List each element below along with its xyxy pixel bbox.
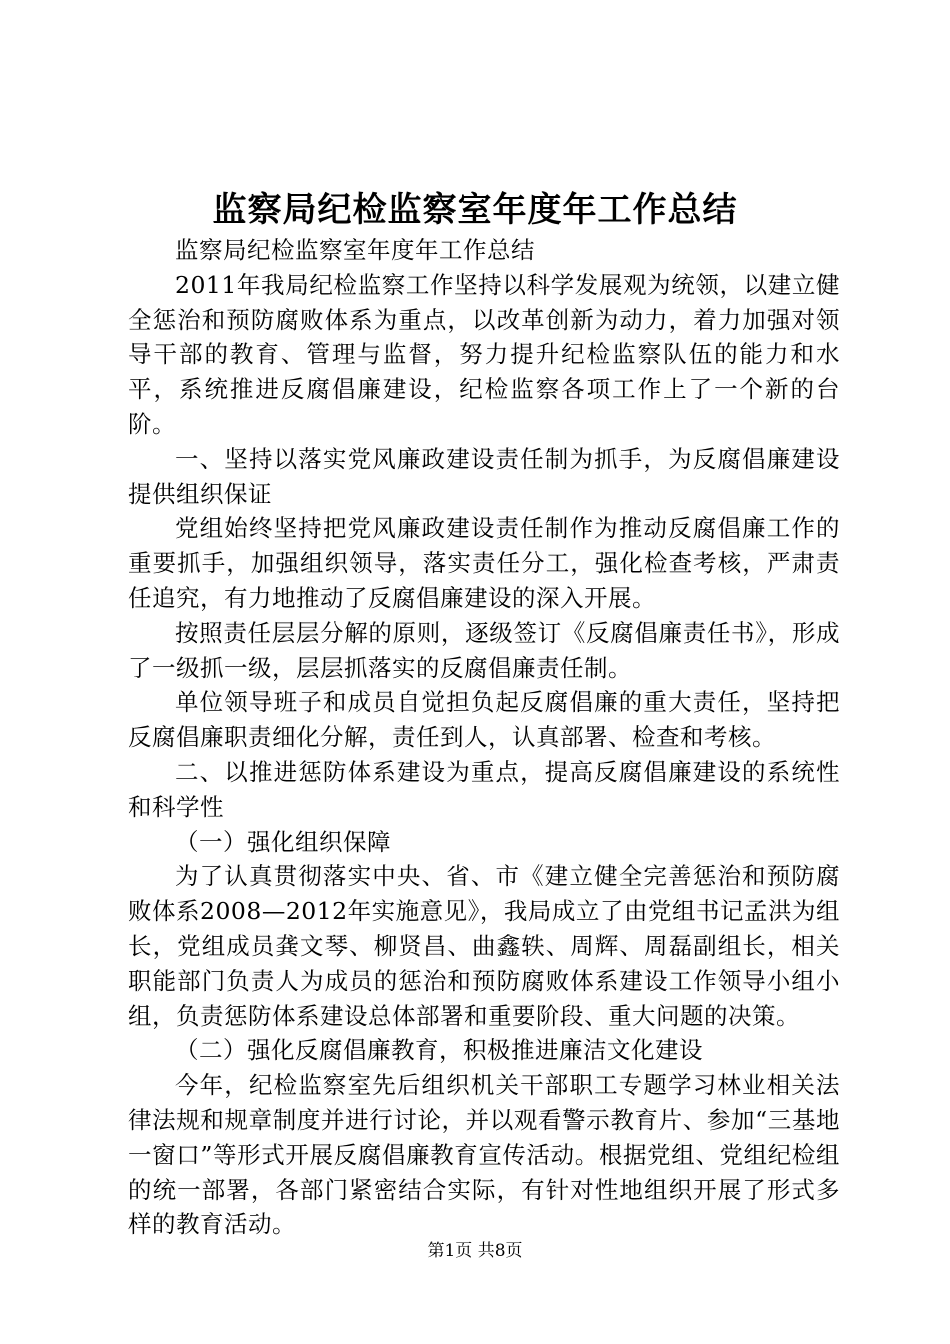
paragraph: 单位领导班子和成员自觉担负起反腐倡廉的重大责任，坚持把反腐倡廉职责细化分解，责任到人，认真部署、检查和考核。 [128,688,840,752]
page-footer: 第1页 共8页 [427,1241,523,1261]
paragraph: 按照责任层层分解的原则，逐级签订《反腐倡廉责任书》，形成了一级抓一级，层层抓落实的反腐倡廉责任制。 [128,618,840,682]
document-body [128,233,840,1242]
section-heading: 二、以推进惩防体系建设为重点，提高反腐倡廉建设的系统性和科学性 [128,757,840,821]
paragraph: 监察局纪检监察室年度年工作总结 [175,236,535,264]
section-heading: 一、坚持以落实党风廉政建设责任制为抓手，为反腐倡廉建设提供组织保证 [128,444,840,508]
subsection-heading: （二）强化反腐倡廉教育，积极推进廉洁文化建设 [175,1036,703,1065]
paragraph: 党组始终坚持把党风廉政建设责任制作为推动反腐倡廉工作的重要抓手，加强组织领导，落实责任分工，强化检查考核，严肃责任追究，有力地推动了反腐倡廉建设的深入开展。 [128,514,840,612]
subsection-heading: （一）强化组织保障 [175,827,391,856]
paragraph: 2011年我局纪检监察工作坚持以科学发展观为统领，以建立健全惩治和预防腐败体系为重点，以改革创新为动力，着力加强对领导干部的教育、管理与监督，努力提升纪检监察队伍的能力和水平，系统推进反腐倡廉建设，纪检监察各项工作上了一个新的台阶。 [128,270,840,438]
paragraph: 今年，纪检监察室先后组织机关干部职工专题学习林业相关法律法规和规章制度并进行讨论，并以观看警示教育片、参加“三基地一窗口”等形式开展反腐倡廉教育宣传活动。根据党组、党组纪检组的统一部署，各部门紧密结合实际，有针对性地组织开展了形式多样的教育活动。 [128,1071,840,1239]
document-title: 监察局纪检监察室年度年工作总结 [212,190,738,230]
paragraph: 为了认真贯彻落实中央、省、市《建立健全完善惩治和预防腐败体系2008—2012年实施意见》，我局成立了由党组书记孟洪为组长，党组成员龚文琴、柳贤昌、曲鑫轶、周辉、周磊副组长，相关职能部门负责人为成员的惩治和预防腐败体系建设工作领导小组小组，负责惩防体系建设总体部署和重要阶段、重大问题的决策。 [128,862,840,1030]
